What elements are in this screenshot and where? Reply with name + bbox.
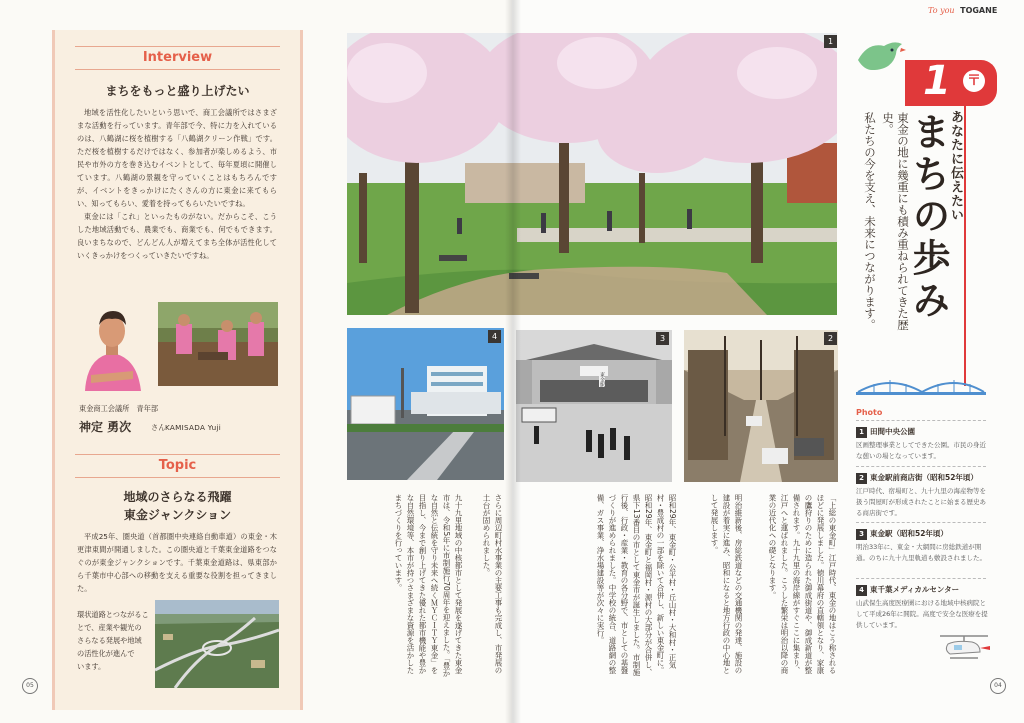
caption-1-text: 区画整理事業としてできた公園。市民の身近な憩いの場となっています。 bbox=[856, 441, 986, 460]
article-column-3: 昭和29年、東金町・公平村・丘山村・大和村・正気村・豊成村の一部を除いて合併し、新しい東金町に。昭和29年、東金町と福岡村・源村の大部分が合併し、県下13番目の市として東金市が誕生しました。市制施行後、行政・産業・教育の各分野で、市としての基盤づくりが進められました。中学校の統合、道路網の整備、ガス事業、浄水場建設等が次々に実行。 bbox=[596, 494, 677, 677]
topic-title-line-1: 地域のさらなる飛躍 bbox=[123, 490, 232, 504]
header-brand bbox=[928, 6, 997, 15]
photo-number-3: 3 bbox=[656, 332, 669, 345]
caption-1-title bbox=[856, 426, 915, 438]
caption-3-text: 明治33年に、東金・大網間に房総鉄道が開通。のちに九十九里軌道も敷設されました。 bbox=[856, 543, 986, 562]
feature-title: まちの歩み bbox=[906, 112, 950, 322]
article-column-2: 明治維新後、房総鉄道などの交通機関の発達、施設の建設が着実に進み、昭和になると地方行政の中心地として発展します。 bbox=[710, 494, 743, 674]
caption-2-title-text: 東金駅前商店街（昭和52年頃） bbox=[870, 473, 978, 482]
caption-1-number: 1 bbox=[856, 427, 867, 438]
bridge-illustration bbox=[856, 372, 986, 400]
article-column-5: 九十九里地域の中核都市として発展を遂げてきた東金市は、令和5年に市制施行70周年を迎えました。「豊かな自然と伝統を守り未来へ続くＭＹＣＩＴＹ東金」を目指し、今まで創り上げてきた優れた都市機能や豊かな自然環境等、本市が持つさまざまな資源を活かしたまちづくりを行っています。 bbox=[394, 494, 463, 678]
sidebar-panel bbox=[52, 30, 303, 710]
junction-aerial-photo bbox=[155, 600, 279, 688]
postal-mark-icon: 〒 bbox=[963, 70, 985, 92]
feature-lead-1: 東金の地に幾重にも積み重ねられてきた歴史。 bbox=[881, 112, 910, 331]
photo-number-2: 2 bbox=[824, 332, 837, 345]
divider bbox=[856, 466, 986, 467]
divider bbox=[856, 420, 986, 421]
left-page-number: 05 bbox=[22, 678, 38, 694]
photo-number-1: 1 bbox=[824, 35, 837, 48]
togane-station-photo bbox=[516, 330, 672, 482]
feature-kicker: あなたに伝えたい bbox=[948, 110, 963, 222]
caption-4-title-text: 東千葉メディカルセンター bbox=[870, 585, 960, 594]
interviewee-romaji: KAMISADA Yuji bbox=[165, 423, 222, 432]
topic-rest-line: とで、産業や観光の bbox=[77, 623, 142, 632]
interview-title: まちをもっと盛り上げたい bbox=[105, 84, 250, 98]
interviewee-honorific: さん bbox=[151, 423, 166, 432]
photo-number-4: 4 bbox=[488, 330, 501, 343]
interviewee-org: 東金商工会議所 青年部 bbox=[79, 404, 159, 413]
chapter-number: 1 bbox=[923, 58, 951, 104]
topic-heading: Topic bbox=[75, 454, 280, 478]
park-cherry-blossom-photo bbox=[347, 33, 837, 315]
caption-4-number: 4 bbox=[856, 585, 867, 596]
shopping-street-photo bbox=[684, 330, 838, 482]
caption-3-number: 3 bbox=[856, 529, 867, 540]
chapter-badge bbox=[905, 60, 997, 106]
interview-heading: Interview bbox=[75, 46, 280, 70]
caption-4-text: 山武保生高度医療圏における地域中核病院として平成26年に開院。高度で安全な医療を提供しています。 bbox=[856, 599, 988, 629]
bird-icon bbox=[854, 36, 906, 78]
article-column-1: 「上総の東金町」江戸時代、東金の地はこう称されるほどに発展しました。徳川幕府の直轄領となり、家康の鷹狩りのために造られた御成街道や、御成新道が整備されます。九十九里の海岸線がすぐここに集まり、江戸へと運ばれました。こうした繁栄は明治以降の商業の近代化への礎となります。 bbox=[768, 494, 837, 674]
caption-3-title bbox=[856, 528, 948, 540]
caption-1-title-text: 田間中央公園 bbox=[870, 427, 915, 436]
topic-paragraph-rest bbox=[77, 608, 157, 673]
divider bbox=[856, 578, 986, 579]
caption-3-title-text: 東金駅（昭和52年頃） bbox=[870, 529, 948, 538]
page-gutter bbox=[505, 0, 521, 723]
interview-paragraph-2: 東金には「これ」といったものがない。だからこそ、こうした地域活動でも、農業でも、商業でも、何でもできます。良いまちなので、どんどん人が増えてまち全体が活性化していくきっかけをつくっていきたいですね。 bbox=[77, 212, 277, 260]
header-brand-name: TOGANE bbox=[960, 6, 998, 15]
caption-2-text: 江戸時代、宿場町と、九十九里の海産物等を扱う問屋町が形成されたことに始まる歴史ある商店街です。 bbox=[856, 487, 986, 517]
divider bbox=[856, 522, 986, 523]
topic-rest-line: さらなる発展や地域 bbox=[77, 636, 142, 645]
activity-photo bbox=[158, 302, 278, 386]
hospital-photo bbox=[347, 328, 504, 480]
caption-2-number: 2 bbox=[856, 473, 867, 484]
helicopter-illustration bbox=[936, 632, 992, 664]
topic-rest-line: の活性化が進んで bbox=[77, 649, 135, 658]
station-sign: 東金駅 bbox=[599, 372, 605, 387]
photo-panel-heading: Photo bbox=[856, 408, 883, 417]
caption-4-title bbox=[856, 584, 959, 596]
topic-rest-line: 環状道路とつながるこ bbox=[77, 610, 149, 619]
interviewee-portrait bbox=[77, 295, 147, 391]
caption-2-title bbox=[856, 472, 978, 484]
interviewee-name: 神定 勇次 bbox=[79, 420, 132, 434]
topic-rest-line: います。 bbox=[77, 662, 106, 671]
right-page-number: 04 bbox=[990, 678, 1006, 694]
topic-paragraph: 平成25年、圏央道（首都圏中央連絡自動車道）の東金・木更津東間が開通しました。この圏央道と千葉東金道路をつなぐのが東金ジャンクションです。千葉東金道路は、県東部から千葉市中心部への移動を支える重要な役割を担ってきました。 bbox=[77, 532, 277, 593]
interview-paragraph-1: 地域を活性化したいという思いで、商工会議所ではさまざまな活動を行っています。青年部で今、特に力を入れているのは、八鶴湖に桜を植樹する「八鶴湖クリーン作戦」です。ただ桜を植樹するだけではなく、参加者が楽しめるよう、市民や市外の方を巻き込むイベントとして、毎年夏頃に開催しています。八鶴湖の景観を守っていくことはもちろんですが、イベントをきっかけにたくさんの方に東金に来てもらい、知ってもらい、愛着を持ってもらいたいですね。 bbox=[77, 108, 277, 208]
header-script: To you bbox=[928, 6, 955, 15]
article-column-4: さらに周辺町村水事業の主要工事も完成し、市発展の土台が固められました。 bbox=[482, 494, 503, 674]
topic-title-line-2: 東金ジャンクション bbox=[123, 508, 232, 522]
feature-lead-2: 私たちの今を支え、未来につながります。 bbox=[863, 112, 877, 331]
